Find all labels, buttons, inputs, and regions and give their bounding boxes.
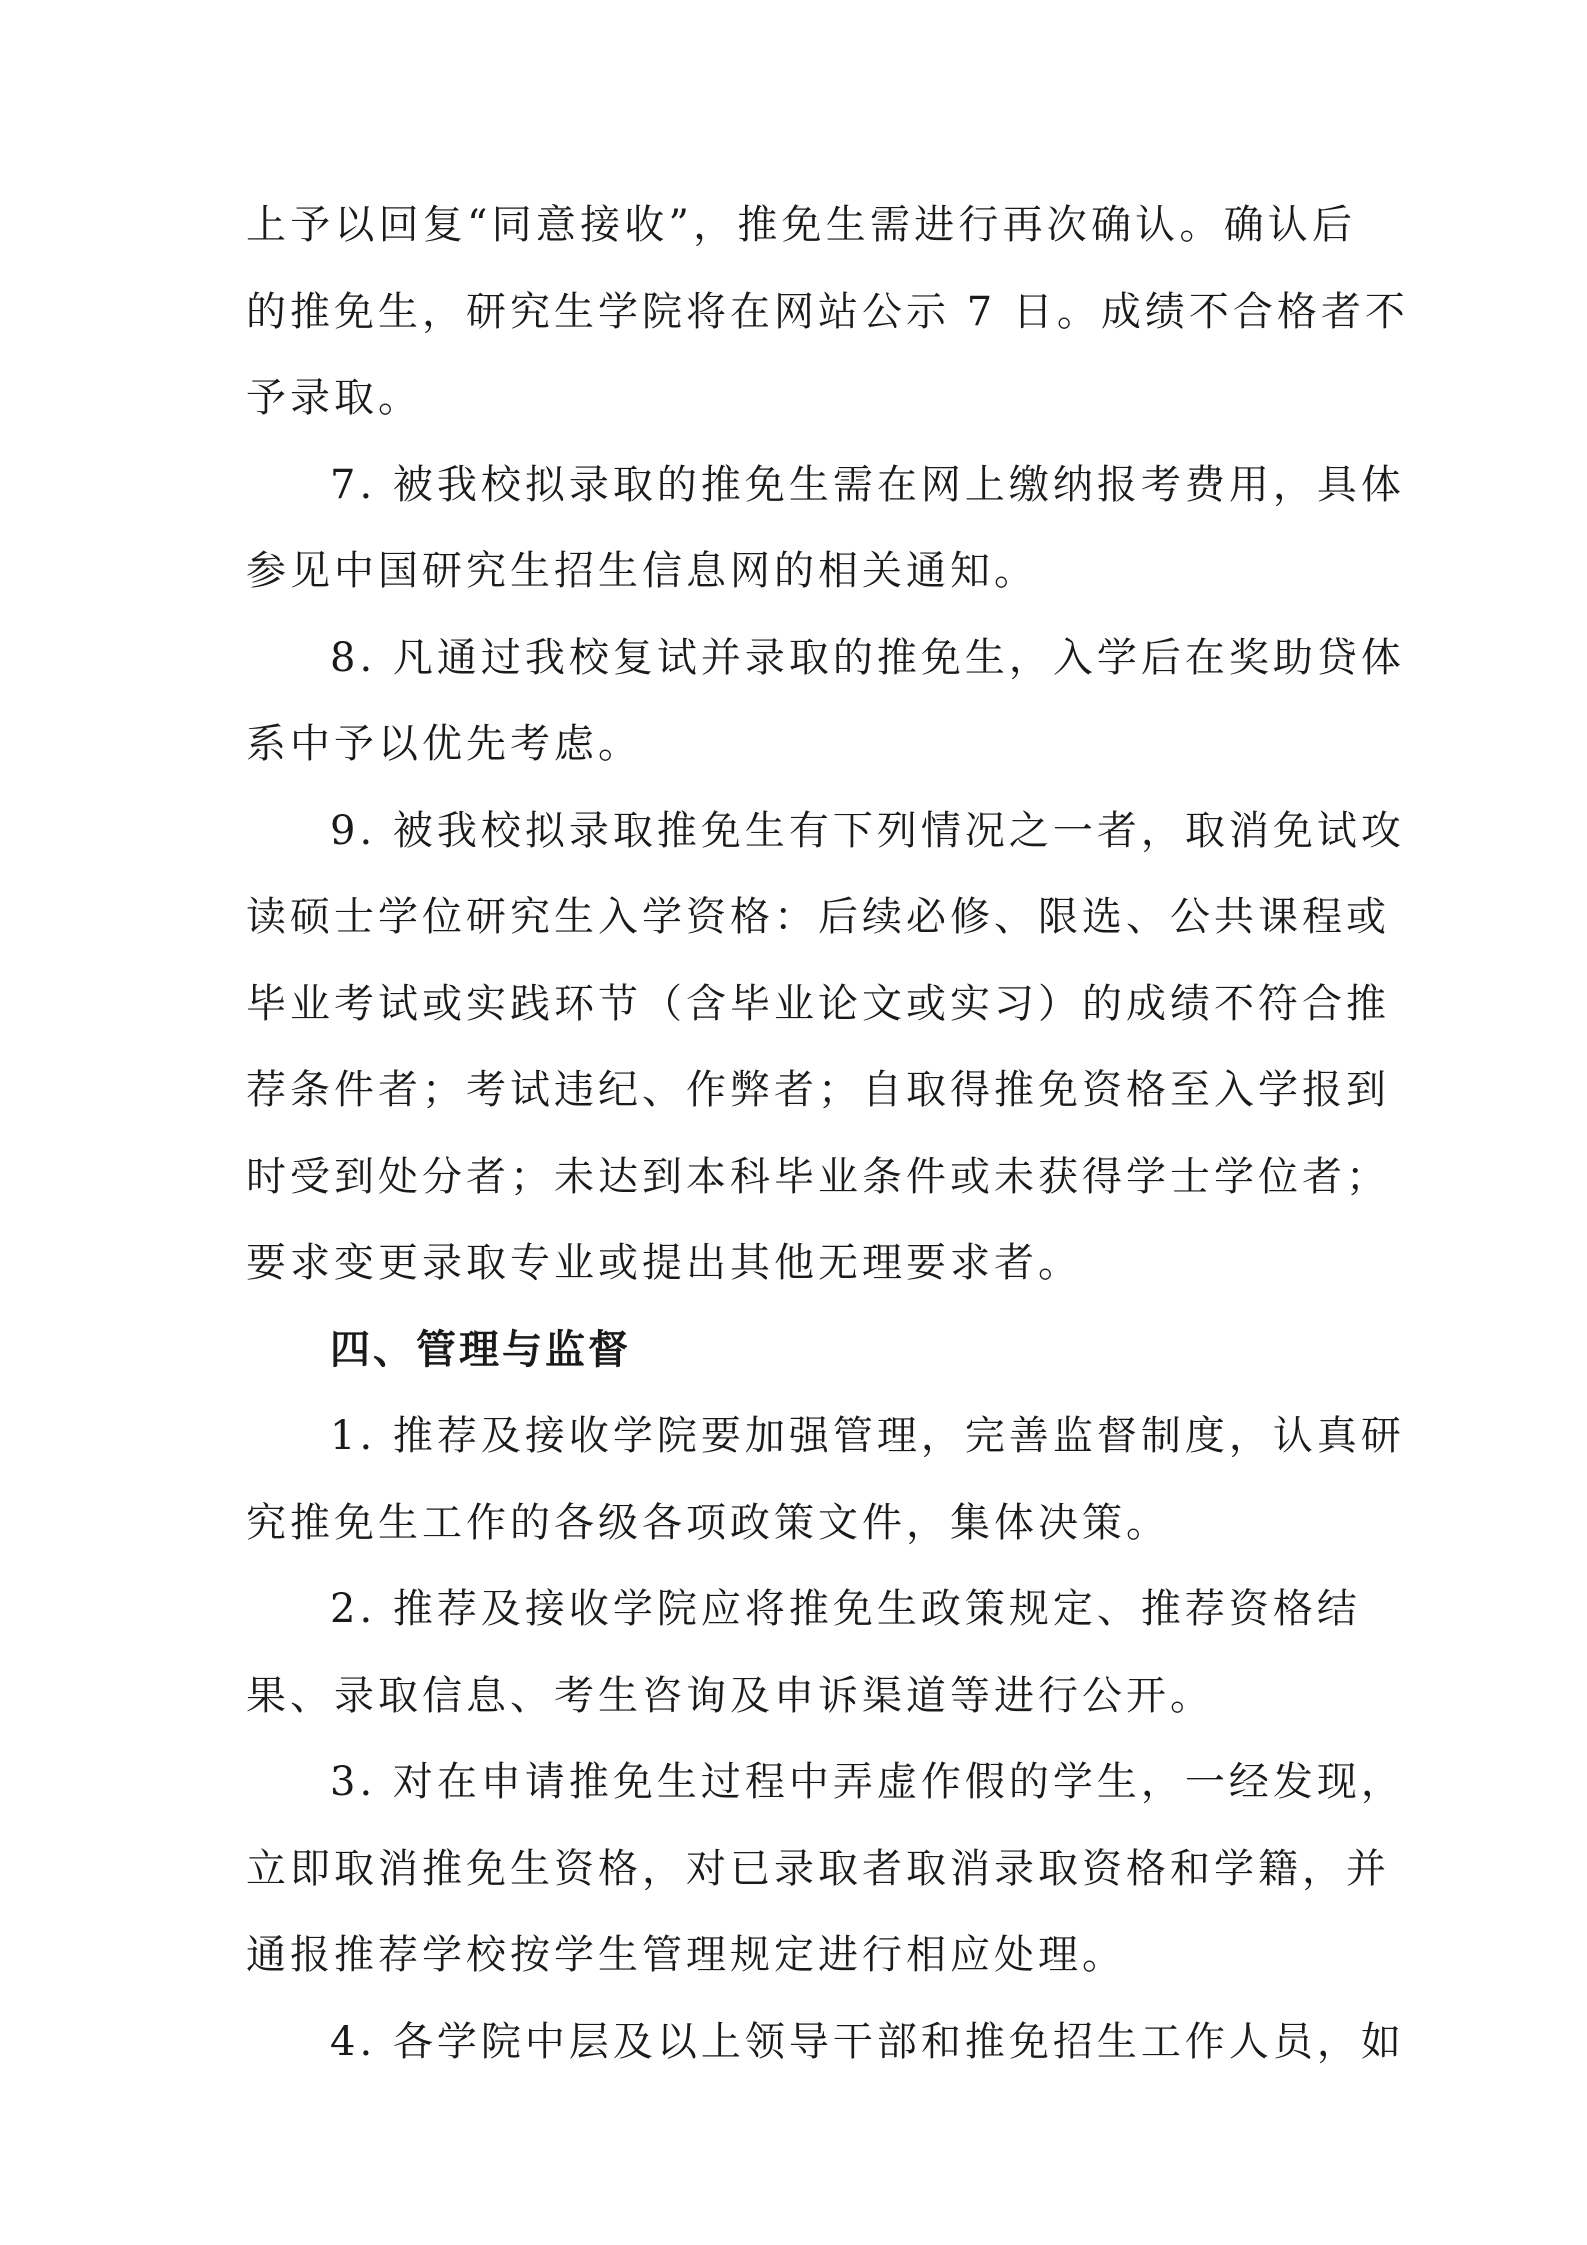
text-line: 果、录取信息、考生咨询及申诉渠道等进行公开。 <box>246 1672 1214 1719</box>
text-line: 毕业考试或实践环节（含毕业论文或实习）的成绩不符合推 <box>246 980 1390 1027</box>
paragraph-9-line: 9. 被我校拟录取推免生有下列情况之一者，取消免试攻 <box>330 807 1405 854</box>
text-line: 时受到处分者；未达到本科毕业条件或未获得学士学位者； <box>246 1153 1390 1200</box>
paragraph-8-line: 8. 凡通过我校复试并录取的推免生，入学后在奖助贷体 <box>330 634 1405 681</box>
text-line: 通报推荐学校按学生管理规定进行相应处理。 <box>246 1932 1126 1978</box>
paragraph-3-line: 3. 对在申请推免生过程中弄虚作假的学生，一经发现， <box>330 1759 1405 1805</box>
paragraph-1-line: 1. 推荐及接收学院要加强管理，完善监督制度，认真研 <box>330 1413 1405 1459</box>
paragraph-4-line: 4. 各学院中层及以上领导干部和推免招生工作人员，如 <box>330 2018 1405 2065</box>
text-line: 上予以回复“同意接收”，推免生需进行再次确认。确认后 <box>246 202 1356 248</box>
text-line: 立即取消推免生资格，对已录取者取消录取资格和学籍，并 <box>246 1845 1390 1892</box>
paragraph-7-line: 7. 被我校拟录取的推免生需在网上缴纳报考费用，具体 <box>330 461 1405 508</box>
text-line: 要求变更录取专业或提出其他无理要求者。 <box>246 1240 1082 1286</box>
text-line: 予录取。 <box>246 375 422 421</box>
text-line: 系中予以优先考虑。 <box>246 721 642 767</box>
text-line: 究推免生工作的各级各项政策文件，集体决策。 <box>246 1499 1170 1546</box>
document-body <box>246 182 1409 2085</box>
section-heading: 四、管理与监督 <box>330 1325 631 1373</box>
text-line: 读硕士学位研究生入学资格：后续必修、限选、公共课程或 <box>246 894 1390 940</box>
paragraph-2-line: 2. 推荐及接收学院应将推免生政策规定、推荐资格结 <box>330 1586 1361 1632</box>
text-line: 参见中国研究生招生信息网的相关通知。 <box>246 548 1038 594</box>
text-line: 荐条件者；考试违纪、作弊者；自取得推免资格至入学报到 <box>246 1067 1390 1113</box>
text-line: 的推免生，研究生学院将在网站公示 7 日。成绩不合格者不 <box>246 288 1409 335</box>
